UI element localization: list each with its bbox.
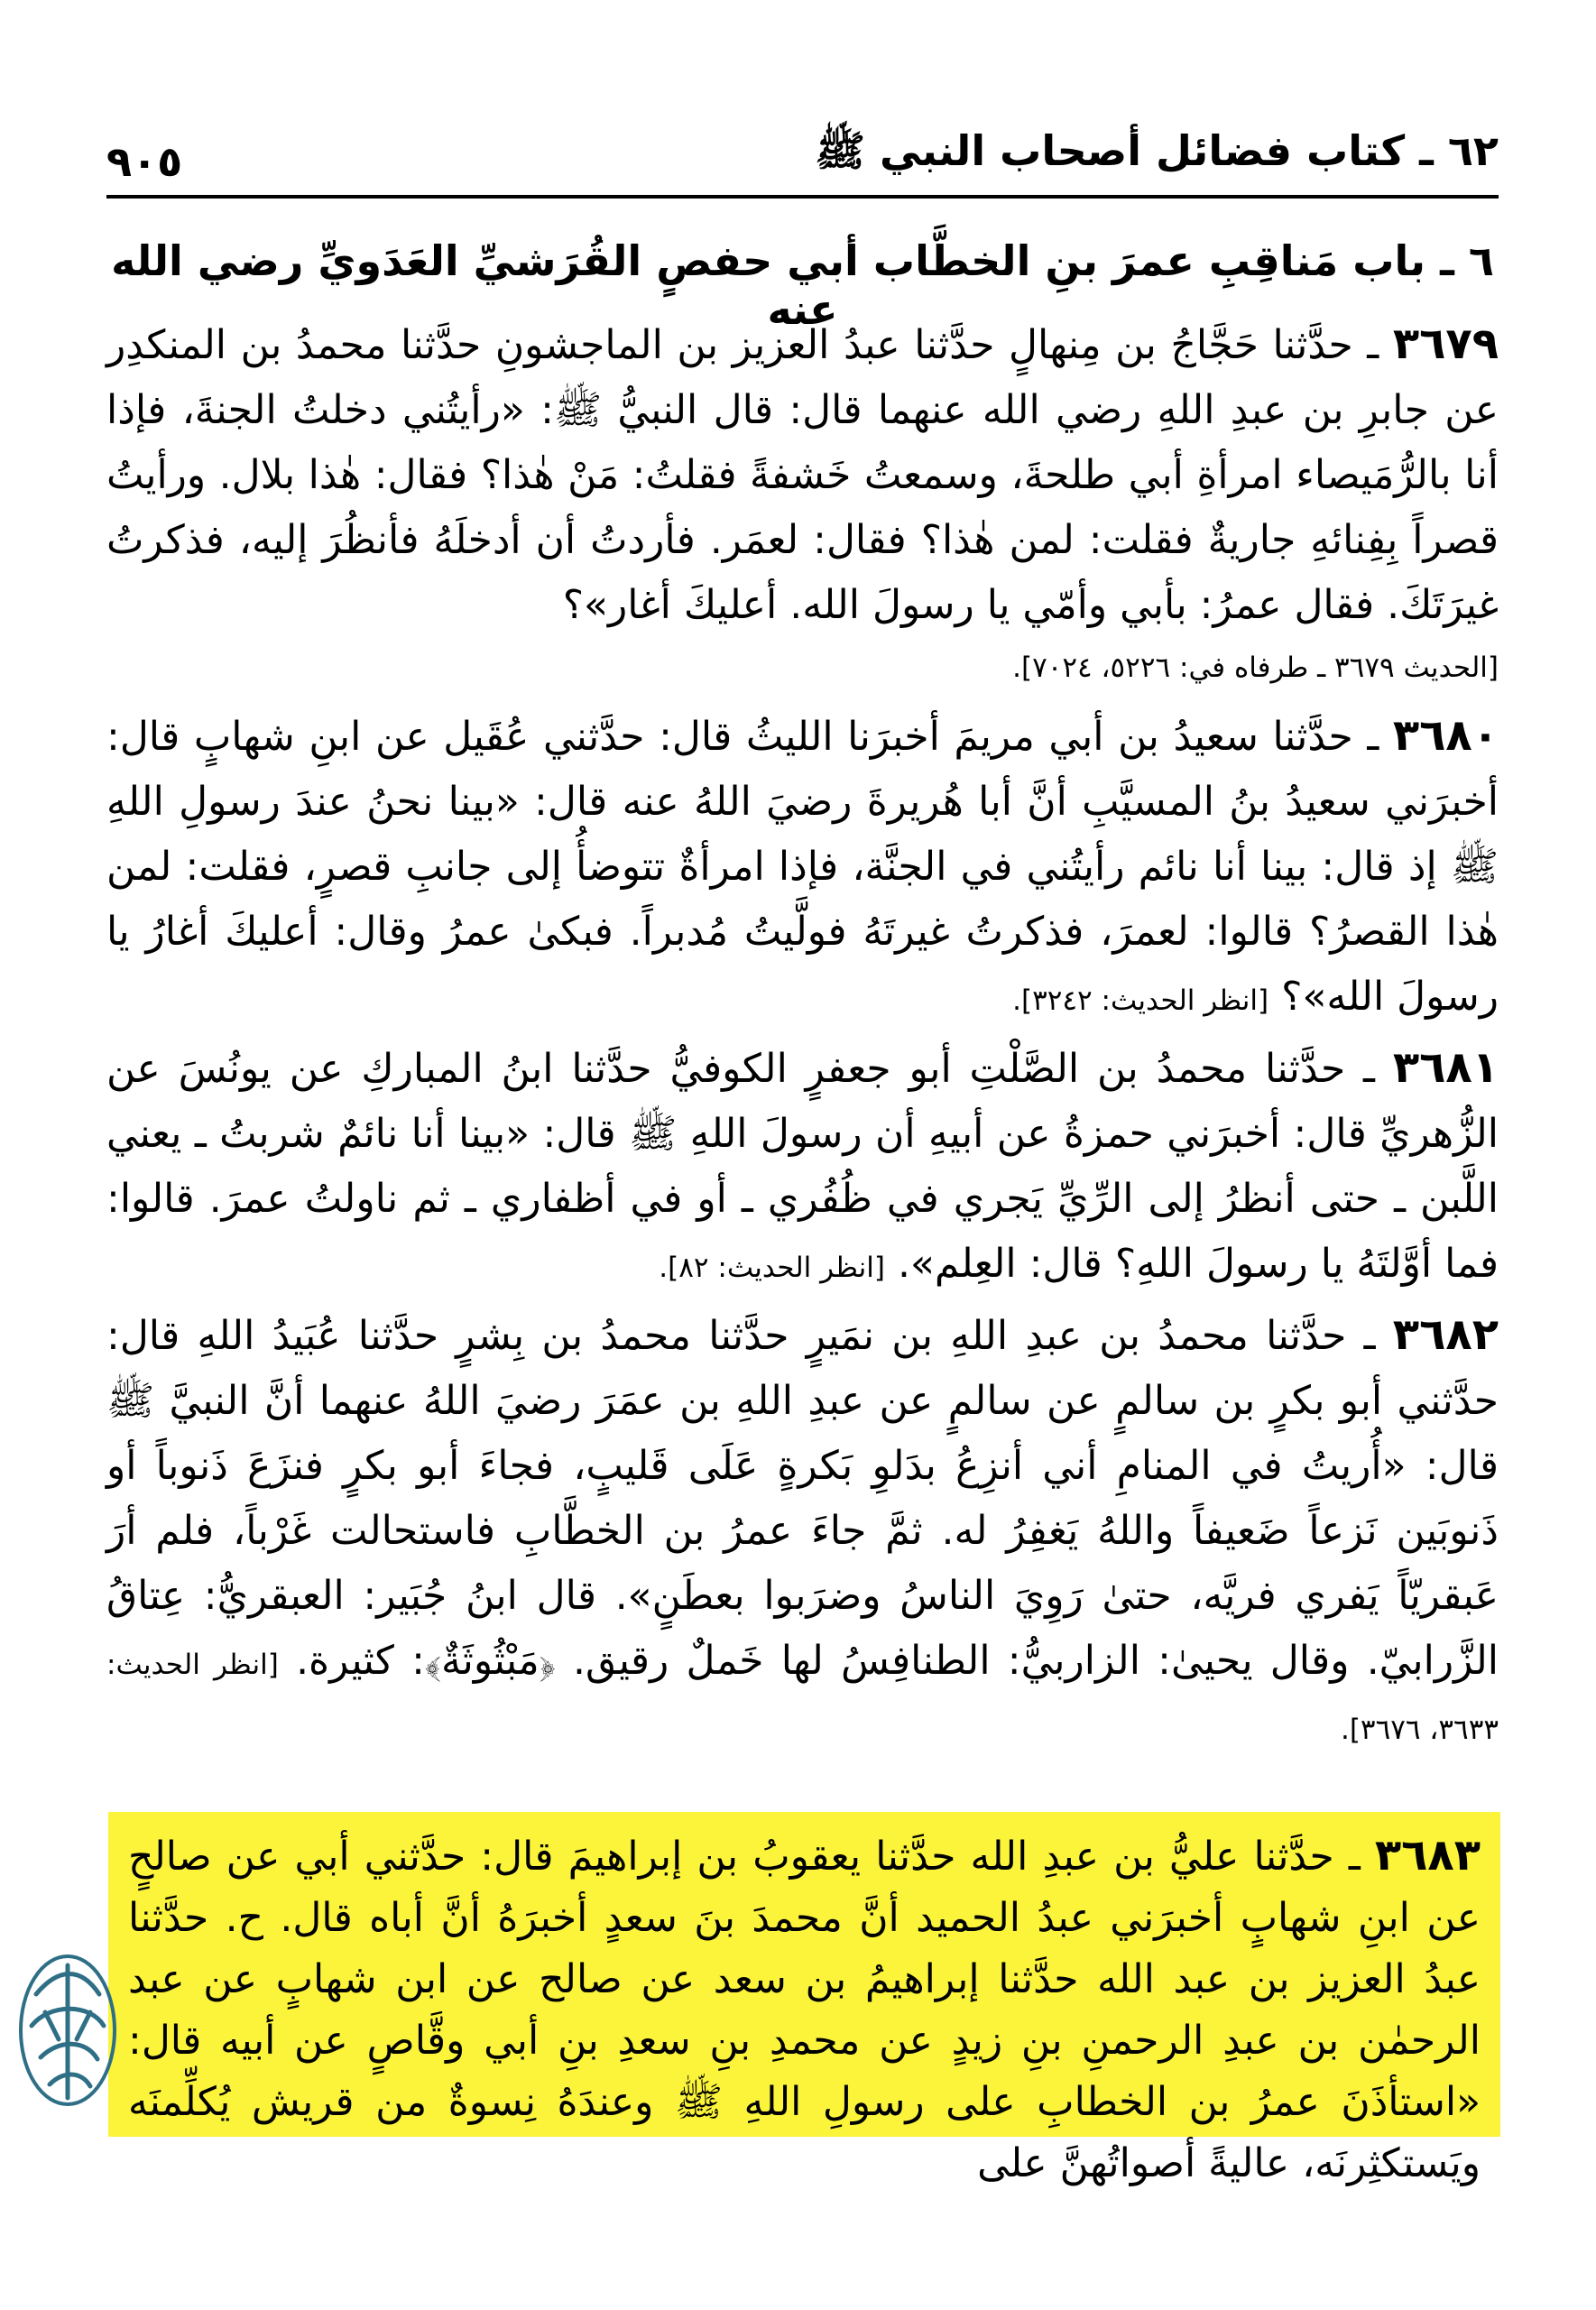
hadith-3679	[106, 311, 1499, 638]
hadith-3681	[106, 1035, 1499, 1297]
calligraphic-seal-icon	[9, 1940, 126, 2121]
hadith-text: ـ حدَّثنا سعيدُ بن أبي مريمَ أخبرَنا الليثُ قال: حدَّثني عُقَيل عن ابنِ شهابٍ قال: أخبرَني سعيدُ بنُ المسيَّبِ أنَّ أبا هُريرةَ رضيَ اللهُ عنه قال: «بينا نحنُ عندَ رسولِ اللهِ ﷺ إذ قال: بينا أنا نائم رأيتُني في الجنَّة، فإذا امرأةٌ تتوضأُ إلى جانبِ قصرٍ، فقلت: لمن هٰذا القصرُ؟ قالوا: لعمرَ، فذكرتُ غيرتَهُ فولَّيتُ مُدبراً. فبكىٰ عمرُ وقال: أعليكَ أغارُ يا رسولَ الله»؟	[106, 714, 1499, 1020]
running-head	[106, 117, 1499, 199]
hadith-number: ٣٦٨٠	[1392, 710, 1499, 761]
page-number: ٩٠٥	[106, 137, 183, 186]
hadith-text: ـ حدَّثنا محمدُ بن الصَّلْتِ أبو جعفرٍ الكوفيُّ حدَّثنا ابنُ المباركِ عن يونُسَ عن الزُّهريِّ قال: أخبرَني حمزةُ عن أبيهِ أن رسولَ اللهِ ﷺ قال: «بينا أنا نائمٌ شربتُ ـ يعني اللَّبن ـ حتى أنظرُ إلى الرِّيِّ يَجري في ظُفُري ـ أو في أظفاري ـ ثم ناولتُ عمرَ. قالوا: فما أوَّلتَهُ يا رسولَ اللهِ؟ قال: العِلم».	[106, 1046, 1499, 1287]
hadith-note: [انظر الحديث: ٣٦٣٣، ٣٦٧٦].	[106, 1649, 1499, 1746]
hadith-note: [الحديث ٣٦٧٩ ـ طرفاه في: ٥٢٢٦، ٧٠٢٤].	[1012, 651, 1499, 684]
hadith-list	[106, 311, 1499, 1764]
hadith-number: ٣٦٨٣	[1374, 1830, 1481, 1880]
hadith-text: ـ حدَّثنا محمدُ بن عبدِ اللهِ بن نمَيرٍ حدَّثنا محمدُ بن بِشرٍ حدَّثنا عُبَيدُ اللهِ قال: حدَّثني أبو بكرٍ بن سالمٍ عن سالمٍ عن عبدِ اللهِ بن عمَرَ رضيَ اللهُ عنهما أنَّ النبيَّ ﷺ قال: «أُريتُ في المنامِ أني أنزِعُ بدَلوِ بَكرةٍ عَلَى قَليبٍ، فجاءَ أبو بكرٍ فنزَعَ ذَنوباً أو ذَنوبَين نَزعاً ضَعيفاً واللهُ يَغفِرُ له. ثمَّ جاءَ عمرُ بن الخطَّابِ فاستحالت غَرْباً، فلم أرَ عَبقريّاً يَفري فريَّه، حتىٰ رَوِيَ الناسُ وضرَبوا بعطَنٍ». قال ابنُ جُبَير: العبقريُّ: عِتاقُ الزَّرابيّ. وقال يحيىٰ: الزاربيُّ: الطنافِسُ لها خَملٌ رقيق. ﴿مَبْثُوثَةٌ﴾: كثيرة.	[106, 1313, 1499, 1684]
hadith-number: ٣٦٨٢	[1392, 1309, 1499, 1360]
hadith-3680	[106, 703, 1499, 1030]
hadith-number: ٣٦٧٩	[1392, 319, 1499, 369]
running-title: ٦٢ ـ كتاب فضائل أصحاب النبي ﷺ	[815, 126, 1499, 175]
hadith-number: ٣٦٨١	[1392, 1042, 1499, 1093]
hadith-3682	[106, 1302, 1499, 1759]
chapter-title: ٦ ـ باب مَناقِبِ عمرَ بنِ الخطَّاب أبي حفصٍ القُرَشيِّ العَدَويِّ رضي الله عنه	[111, 236, 1494, 334]
hadith-text: ـ حدَّثنا حَجَّاجُ بن مِنهالٍ حدَّثنا عبدُ العزيز بن الماجشونِ حدَّثنا محمدُ بن المنكدِر عن جابرِ بن عبدِ اللهِ رضي الله عنهما قال: قال النبيُّ ﷺ: «رأيتُني دخلتُ الجنةَ، فإذا أنا بالرُّمَيصاء امرأةِ أبي طلحةَ، وسمعتُ خَشفةً فقلتُ: مَنْ هٰذا؟ فقال: هٰذا بلال. ورأيتُ قصراً بِفِنائهِ جاريةٌ فقلت: لمن هٰذا؟ فقال: لعمَر. فأردتُ أن أدخلَهُ فأنظُرَ إليه، فذكرتُ غيرَتَكَ. فقال عمرُ: بأبي وأمّي يا رسولَ الله. أعليكَ أغار»؟	[106, 322, 1499, 628]
highlighted-hadith	[108, 1812, 1500, 2186]
hadith-note: [انظر الحديث: ٣٢٤٢].	[1012, 984, 1269, 1017]
hadith-text: ـ حدَّثنا عليُّ بن عبدِ الله حدَّثنا يعقوبُ بن إبراهيمَ قال: حدَّثني أبي عن صالحٍ عن ابنِ شهابٍ أخبرَني عبدُ الحميد أنَّ محمدَ بنَ سعدٍ أخبرَهُ أنَّ أباه قال. ح. حدَّثنا عبدُ العزيز بن عبد الله حدَّثنا إبراهيمُ بن سعد عن صالح عن ابن شهابٍ عن عبد الرحمٰن بن عبدِ الرحمنِ بنِ زيدٍ عن محمدِ بنِ سعدِ بنِ أبي وقَّاصٍ عن أبيه قال: «استأذَنَ عمرُ بن الخطابِ على رسولِ اللهِ ﷺ وعندَهُ نِسوةٌ من قريش يُكلِّمنَه ويَستكثِرنَه، عاليةً أصواتُهنَّ على	[128, 1834, 1481, 2186]
hadith-note: [انظر الحديث: ٨٢].	[659, 1252, 885, 1284]
